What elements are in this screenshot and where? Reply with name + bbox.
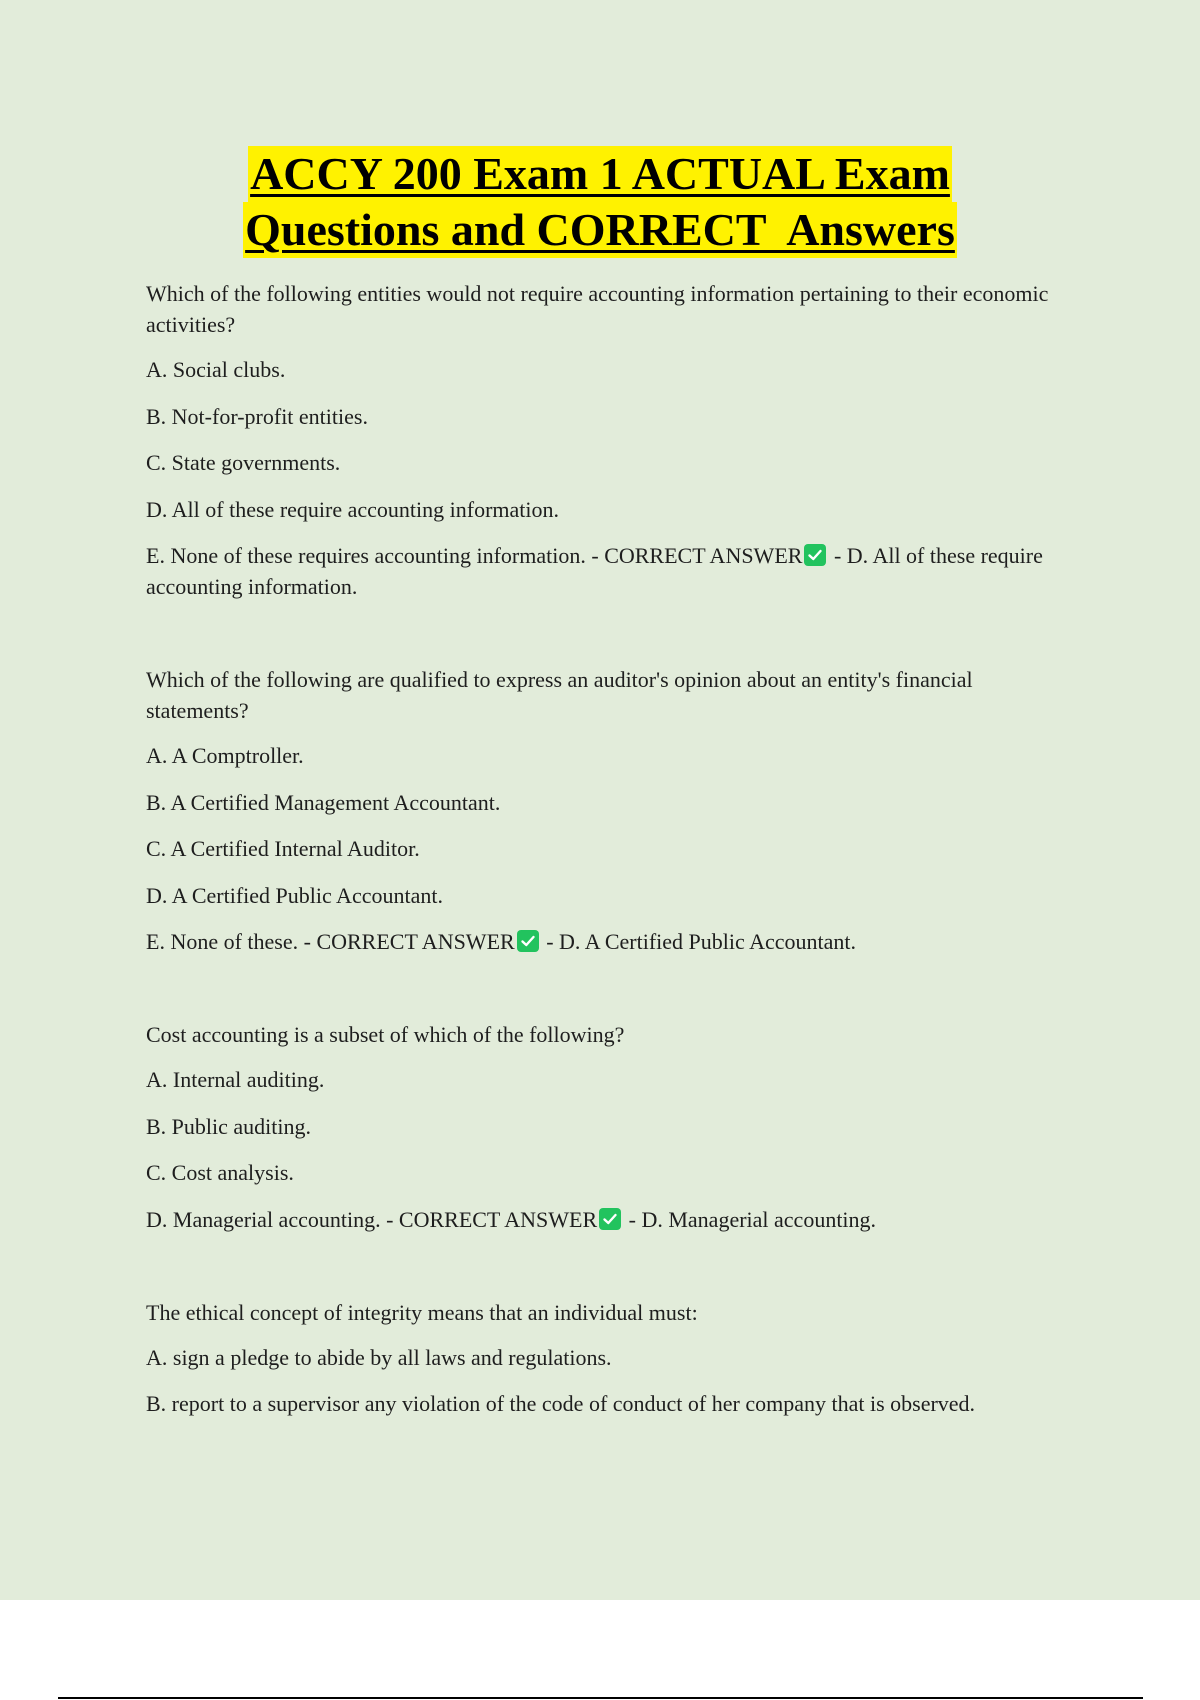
check-box-icon [517, 930, 539, 952]
option-d: D. All of these require accounting information. [146, 496, 559, 522]
question-4 [146, 1297, 1066, 1420]
option-b: B. Not-for-profit entities. [146, 403, 368, 429]
option-a: A. A Comptroller. [146, 743, 304, 768]
correct-answer-label: - CORRECT ANSWER [298, 929, 515, 954]
option-b: B. A Certified Management Accountant. [146, 789, 501, 815]
question-text: Which of the following entities would not require accounting information pertaining to their economic activities? [146, 281, 1049, 337]
question-list [146, 278, 1066, 1435]
option-e: E. None of these requires accounting information. [146, 543, 586, 568]
title-line-2: Questions and CORRECT Answers [243, 202, 957, 258]
check-box-icon [599, 1208, 621, 1230]
question-2 [146, 664, 1066, 957]
option-d: D. A Certified Public Accountant. [146, 882, 443, 908]
correct-answer-label: - CORRECT ANSWER [380, 1206, 598, 1232]
question-text: The ethical concept of integrity means that an individual must: [146, 1299, 698, 1325]
spacer [146, 1235, 1066, 1297]
option-d-with-answer [146, 1204, 1066, 1235]
question-text: Which of the following are qualified to express an auditor's opinion about an entity's financial statements? [146, 667, 973, 723]
option-b: B. report to a supervisor any violation of the code of conduct of her company that is observed. [146, 1391, 976, 1416]
option-a: A. Social clubs. [146, 357, 286, 382]
question-text: Cost accounting is a subset of which of the following? [146, 1022, 625, 1047]
spacer [146, 957, 1066, 1019]
option-a: A. Internal auditing. [146, 1067, 325, 1092]
correct-answer: - D. All of these require accounting information. [146, 543, 1043, 599]
correct-answer: - D. A Certified Public Accountant. [540, 929, 856, 954]
page-footer-rule [58, 1697, 1143, 1699]
option-a: A. sign a pledge to abide by all laws and regulations. [146, 1344, 612, 1370]
option-e-with-answer [146, 540, 1066, 602]
option-c: C. A Certified Internal Auditor. [146, 836, 420, 861]
option-d: D. Managerial accounting. [146, 1206, 381, 1232]
spacer [146, 602, 1066, 664]
check-box-icon [804, 544, 826, 566]
question-1 [146, 278, 1066, 602]
option-c: C. Cost analysis. [146, 1160, 294, 1185]
correct-answer: - D. Managerial accounting. [623, 1206, 877, 1232]
option-e: E. None of these. [146, 929, 299, 954]
document-title [0, 146, 1200, 258]
option-b: B. Public auditing. [146, 1113, 311, 1139]
option-c: C. State governments. [146, 450, 341, 475]
option-e-with-answer [146, 926, 1066, 957]
question-3 [146, 1019, 1066, 1235]
title-line-1: ACCY 200 Exam 1 ACTUAL Exam [248, 146, 952, 202]
correct-answer-label: - CORRECT ANSWER [585, 543, 803, 568]
